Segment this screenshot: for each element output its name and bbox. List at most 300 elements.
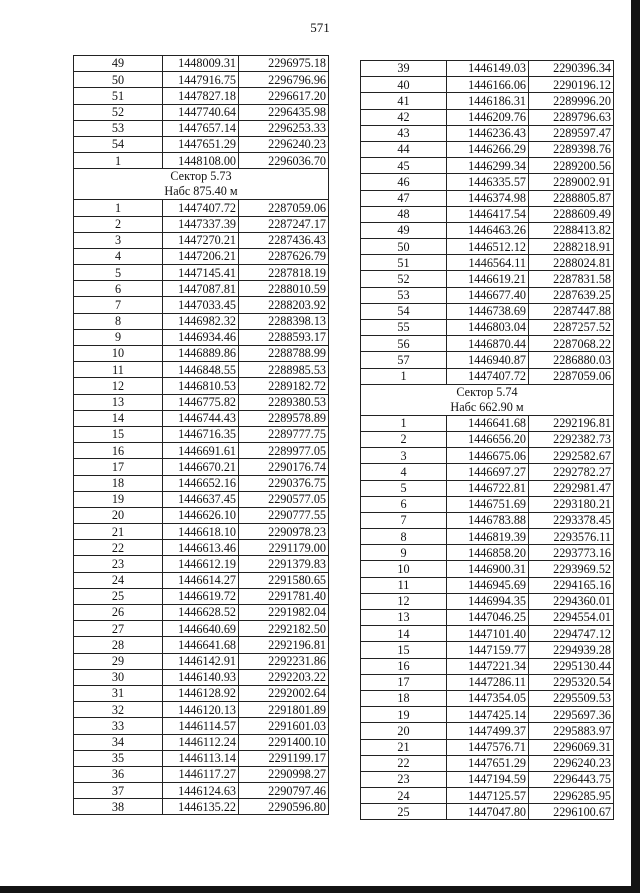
y-coordinate-cell: 2291601.03 xyxy=(239,718,329,734)
table-row xyxy=(74,669,329,685)
table-row xyxy=(361,158,614,174)
point-number-cell: 19 xyxy=(361,707,447,723)
table-row xyxy=(74,104,329,120)
y-coordinate-cell: 2286880.03 xyxy=(529,352,614,368)
table-row xyxy=(74,200,329,216)
point-number-cell: 26 xyxy=(74,605,163,621)
x-coordinate-cell: 1447270.21 xyxy=(163,232,239,248)
y-coordinate-cell: 2287818.19 xyxy=(239,265,329,281)
y-coordinate-cell: 2290196.12 xyxy=(529,77,614,93)
table-row xyxy=(361,496,614,512)
point-number-cell: 7 xyxy=(361,512,447,528)
y-coordinate-cell: 2293969.52 xyxy=(529,561,614,577)
x-coordinate-cell: 1446691.61 xyxy=(163,443,239,459)
y-coordinate-cell: 2290978.23 xyxy=(239,524,329,540)
y-coordinate-cell: 2293180.21 xyxy=(529,496,614,512)
x-coordinate-cell: 1447286.11 xyxy=(447,674,529,690)
y-coordinate-cell: 2290797.46 xyxy=(239,783,329,799)
coordinates-table-left xyxy=(73,55,329,815)
x-coordinate-cell: 1446637.45 xyxy=(163,491,239,507)
y-coordinate-cell: 2289996.20 xyxy=(529,93,614,109)
table-row xyxy=(74,378,329,394)
table-row xyxy=(74,281,329,297)
x-coordinate-cell: 1446512.12 xyxy=(447,239,529,255)
x-coordinate-cell: 1447425.14 xyxy=(447,707,529,723)
y-coordinate-cell: 2288413.82 xyxy=(529,222,614,238)
x-coordinate-cell: 1446335.57 xyxy=(447,174,529,190)
x-coordinate-cell: 1447576.71 xyxy=(447,739,529,755)
point-number-cell: 21 xyxy=(361,739,447,755)
table-row xyxy=(361,222,614,238)
table-row xyxy=(74,572,329,588)
y-coordinate-cell: 2296435.98 xyxy=(239,104,329,120)
y-coordinate-cell: 2296240.23 xyxy=(239,136,329,152)
table-row xyxy=(361,593,614,609)
table-row xyxy=(361,336,614,352)
y-coordinate-cell: 2294939.28 xyxy=(529,642,614,658)
y-coordinate-cell: 2291199.17 xyxy=(239,750,329,766)
table-row xyxy=(361,61,614,77)
point-number-cell: 18 xyxy=(74,475,163,491)
x-coordinate-cell: 1446417.54 xyxy=(447,206,529,222)
table-row xyxy=(361,239,614,255)
x-coordinate-cell: 1447651.29 xyxy=(163,136,239,152)
table-row xyxy=(361,804,614,820)
y-coordinate-cell: 2293378.45 xyxy=(529,512,614,528)
point-number-cell: 44 xyxy=(361,141,447,157)
table-row xyxy=(74,443,329,459)
point-number-cell: 22 xyxy=(74,540,163,556)
point-number-cell: 40 xyxy=(361,77,447,93)
y-coordinate-cell: 2292182.50 xyxy=(239,621,329,637)
y-coordinate-cell: 2291781.40 xyxy=(239,588,329,604)
table-row xyxy=(361,771,614,787)
x-coordinate-cell: 1447407.72 xyxy=(163,200,239,216)
y-coordinate-cell: 2288398.13 xyxy=(239,313,329,329)
y-coordinate-cell: 2287447.88 xyxy=(529,303,614,319)
table-row xyxy=(74,346,329,362)
table-row xyxy=(74,653,329,669)
y-coordinate-cell: 2296285.95 xyxy=(529,788,614,804)
y-coordinate-cell: 2295509.53 xyxy=(529,690,614,706)
y-coordinate-cell: 2288024.81 xyxy=(529,255,614,271)
table-row xyxy=(74,750,329,766)
y-coordinate-cell: 2292196.81 xyxy=(529,415,614,431)
table-row xyxy=(361,320,614,336)
x-coordinate-cell: 1446934.46 xyxy=(163,329,239,345)
coordinates-table-right xyxy=(360,60,614,820)
table-row xyxy=(74,734,329,750)
y-coordinate-cell: 2295320.54 xyxy=(529,674,614,690)
y-coordinate-cell: 2289002.91 xyxy=(529,174,614,190)
y-coordinate-cell: 2292203.22 xyxy=(239,669,329,685)
table-row xyxy=(361,529,614,545)
table-row xyxy=(74,248,329,264)
point-number-cell: 22 xyxy=(361,755,447,771)
y-coordinate-cell: 2293773.16 xyxy=(529,545,614,561)
point-number-cell: 14 xyxy=(361,626,447,642)
table-row xyxy=(74,313,329,329)
point-number-cell: 23 xyxy=(361,771,447,787)
x-coordinate-cell: 1447194.59 xyxy=(447,771,529,787)
point-number-cell: 42 xyxy=(361,109,447,125)
x-coordinate-cell: 1446640.69 xyxy=(163,621,239,637)
y-coordinate-cell: 2290596.80 xyxy=(239,799,329,815)
y-coordinate-cell: 2287247.17 xyxy=(239,216,329,232)
y-coordinate-cell: 2292382.73 xyxy=(529,431,614,447)
page-number: 571 xyxy=(310,20,330,35)
y-coordinate-cell: 2296240.23 xyxy=(529,755,614,771)
y-coordinate-cell: 2292231.86 xyxy=(239,653,329,669)
x-coordinate-cell: 1447047.80 xyxy=(447,804,529,820)
table-row xyxy=(74,621,329,637)
x-coordinate-cell: 1446697.27 xyxy=(447,464,529,480)
y-coordinate-cell: 2290176.74 xyxy=(239,459,329,475)
y-coordinate-cell: 2289398.76 xyxy=(529,141,614,157)
point-number-cell: 50 xyxy=(74,72,163,88)
point-number-cell: 10 xyxy=(361,561,447,577)
x-coordinate-cell: 1446142.91 xyxy=(163,653,239,669)
table-row xyxy=(361,93,614,109)
x-coordinate-cell: 1446982.32 xyxy=(163,313,239,329)
y-coordinate-cell: 2290376.75 xyxy=(239,475,329,491)
x-coordinate-cell: 1447916.75 xyxy=(163,72,239,88)
table-row xyxy=(74,702,329,718)
y-coordinate-cell: 2288203.92 xyxy=(239,297,329,313)
y-coordinate-cell: 2289777.75 xyxy=(239,426,329,442)
x-coordinate-cell: 1447046.25 xyxy=(447,610,529,626)
x-coordinate-cell: 1446870.44 xyxy=(447,336,529,352)
table-row xyxy=(361,512,614,528)
table-row xyxy=(74,329,329,345)
x-coordinate-cell: 1446564.11 xyxy=(447,255,529,271)
x-coordinate-cell: 1446135.22 xyxy=(163,799,239,815)
table-row xyxy=(361,707,614,723)
y-coordinate-cell: 2291982.04 xyxy=(239,605,329,621)
point-number-cell: 57 xyxy=(361,352,447,368)
y-coordinate-cell: 2289200.56 xyxy=(529,158,614,174)
y-coordinate-cell: 2289977.05 xyxy=(239,443,329,459)
sector-title: Сектор 5.74 xyxy=(456,384,518,399)
x-coordinate-cell: 1448009.31 xyxy=(163,56,239,72)
x-coordinate-cell: 1446652.16 xyxy=(163,475,239,491)
x-coordinate-cell: 1446945.69 xyxy=(447,577,529,593)
y-coordinate-cell: 2287436.43 xyxy=(239,232,329,248)
point-number-cell: 33 xyxy=(74,718,163,734)
table-row xyxy=(361,303,614,319)
table-row xyxy=(361,271,614,287)
y-coordinate-cell: 2289597.47 xyxy=(529,125,614,141)
table-row xyxy=(74,120,329,136)
y-coordinate-cell: 2296036.70 xyxy=(239,153,329,169)
table-row xyxy=(361,577,614,593)
table-row xyxy=(361,206,614,222)
x-coordinate-cell: 1446463.26 xyxy=(447,222,529,238)
table-row xyxy=(361,545,614,561)
x-coordinate-cell: 1447499.37 xyxy=(447,723,529,739)
point-number-cell: 54 xyxy=(361,303,447,319)
x-coordinate-cell: 1446722.81 xyxy=(447,480,529,496)
point-number-cell: 5 xyxy=(361,480,447,496)
point-number-cell: 15 xyxy=(361,642,447,658)
point-number-cell: 1 xyxy=(74,153,163,169)
point-number-cell: 16 xyxy=(361,658,447,674)
point-number-cell: 16 xyxy=(74,443,163,459)
point-number-cell: 17 xyxy=(74,459,163,475)
x-coordinate-cell: 1446858.20 xyxy=(447,545,529,561)
x-coordinate-cell: 1447337.39 xyxy=(163,216,239,232)
x-coordinate-cell: 1447657.14 xyxy=(163,120,239,136)
x-coordinate-cell: 1446140.93 xyxy=(163,669,239,685)
table-row xyxy=(74,153,329,169)
x-coordinate-cell: 1447740.64 xyxy=(163,104,239,120)
y-coordinate-cell: 2292196.81 xyxy=(239,637,329,653)
point-number-cell: 13 xyxy=(74,394,163,410)
y-coordinate-cell: 2291801.89 xyxy=(239,702,329,718)
point-number-cell: 20 xyxy=(361,723,447,739)
y-coordinate-cell: 2288010.59 xyxy=(239,281,329,297)
table-row xyxy=(74,605,329,621)
point-number-cell: 4 xyxy=(361,464,447,480)
point-number-cell: 6 xyxy=(74,281,163,297)
point-number-cell: 48 xyxy=(361,206,447,222)
y-coordinate-cell: 2287059.06 xyxy=(239,200,329,216)
y-coordinate-cell: 2296443.75 xyxy=(529,771,614,787)
x-coordinate-cell: 1446628.52 xyxy=(163,605,239,621)
x-coordinate-cell: 1446744.43 xyxy=(163,410,239,426)
x-coordinate-cell: 1446783.88 xyxy=(447,512,529,528)
x-coordinate-cell: 1446626.10 xyxy=(163,507,239,523)
x-coordinate-cell: 1447145.41 xyxy=(163,265,239,281)
y-coordinate-cell: 2288805.87 xyxy=(529,190,614,206)
y-coordinate-cell: 2295883.97 xyxy=(529,723,614,739)
x-coordinate-cell: 1446994.35 xyxy=(447,593,529,609)
scan-border-right xyxy=(631,0,640,893)
y-coordinate-cell: 2292782.27 xyxy=(529,464,614,480)
table-row xyxy=(361,287,614,303)
y-coordinate-cell: 2295697.36 xyxy=(529,707,614,723)
point-number-cell: 14 xyxy=(74,410,163,426)
point-number-cell: 3 xyxy=(74,232,163,248)
point-number-cell: 34 xyxy=(74,734,163,750)
point-number-cell: 11 xyxy=(74,362,163,378)
x-coordinate-cell: 1446618.10 xyxy=(163,524,239,540)
point-number-cell: 2 xyxy=(361,431,447,447)
y-coordinate-cell: 2296617.20 xyxy=(239,88,329,104)
table-row xyxy=(361,658,614,674)
x-coordinate-cell: 1446889.86 xyxy=(163,346,239,362)
table-row xyxy=(74,297,329,313)
x-coordinate-cell: 1448108.00 xyxy=(163,153,239,169)
table-row xyxy=(361,352,614,368)
table-row xyxy=(74,685,329,701)
point-number-cell: 49 xyxy=(361,222,447,238)
y-coordinate-cell: 2292582.67 xyxy=(529,448,614,464)
x-coordinate-cell: 1446112.24 xyxy=(163,734,239,750)
point-number-cell: 43 xyxy=(361,125,447,141)
x-coordinate-cell: 1446940.87 xyxy=(447,352,529,368)
sector-area: Набс 662.90 м xyxy=(450,399,524,414)
point-number-cell: 4 xyxy=(74,248,163,264)
x-coordinate-cell: 1446128.92 xyxy=(163,685,239,701)
point-number-cell: 46 xyxy=(361,174,447,190)
x-coordinate-cell: 1446614.27 xyxy=(163,572,239,588)
table-row xyxy=(361,739,614,755)
point-number-cell: 18 xyxy=(361,690,447,706)
table-row xyxy=(74,72,329,88)
coordinates-table-right-body xyxy=(361,61,614,820)
point-number-cell: 49 xyxy=(74,56,163,72)
point-number-cell: 2 xyxy=(74,216,163,232)
x-coordinate-cell: 1446124.63 xyxy=(163,783,239,799)
point-number-cell: 1 xyxy=(361,368,447,384)
table-row xyxy=(361,561,614,577)
x-coordinate-cell: 1446738.69 xyxy=(447,303,529,319)
y-coordinate-cell: 2291580.65 xyxy=(239,572,329,588)
x-coordinate-cell: 1446186.31 xyxy=(447,93,529,109)
x-coordinate-cell: 1446803.04 xyxy=(447,320,529,336)
table-row xyxy=(74,799,329,815)
y-coordinate-cell: 2287059.06 xyxy=(529,368,614,384)
point-number-cell: 24 xyxy=(361,788,447,804)
point-number-cell: 20 xyxy=(74,507,163,523)
y-coordinate-cell: 2296975.18 xyxy=(239,56,329,72)
table-row xyxy=(361,788,614,804)
coordinates-table-left-body xyxy=(74,56,329,815)
x-coordinate-cell: 1446619.72 xyxy=(163,588,239,604)
y-coordinate-cell: 2288218.91 xyxy=(529,239,614,255)
table-row xyxy=(74,88,329,104)
point-number-cell: 39 xyxy=(361,61,447,77)
table-row xyxy=(74,232,329,248)
y-coordinate-cell: 2289578.89 xyxy=(239,410,329,426)
point-number-cell: 35 xyxy=(74,750,163,766)
table-row xyxy=(361,368,614,384)
table-row xyxy=(74,459,329,475)
table-row xyxy=(74,524,329,540)
table-row xyxy=(361,415,614,431)
y-coordinate-cell: 2294165.16 xyxy=(529,577,614,593)
table-row xyxy=(361,674,614,690)
y-coordinate-cell: 2296069.31 xyxy=(529,739,614,755)
x-coordinate-cell: 1447159.77 xyxy=(447,642,529,658)
point-number-cell: 32 xyxy=(74,702,163,718)
y-coordinate-cell: 2290396.34 xyxy=(529,61,614,77)
y-coordinate-cell: 2288609.49 xyxy=(529,206,614,222)
point-number-cell: 24 xyxy=(74,572,163,588)
table-row xyxy=(361,190,614,206)
table-row xyxy=(74,475,329,491)
table-row xyxy=(361,125,614,141)
point-number-cell: 6 xyxy=(361,496,447,512)
point-number-cell: 13 xyxy=(361,610,447,626)
point-number-cell: 23 xyxy=(74,556,163,572)
y-coordinate-cell: 2287639.25 xyxy=(529,287,614,303)
x-coordinate-cell: 1446810.53 xyxy=(163,378,239,394)
x-coordinate-cell: 1446641.68 xyxy=(447,415,529,431)
point-number-cell: 38 xyxy=(74,799,163,815)
point-number-cell: 7 xyxy=(74,297,163,313)
y-coordinate-cell: 2287626.79 xyxy=(239,248,329,264)
point-number-cell: 52 xyxy=(74,104,163,120)
table-row xyxy=(361,77,614,93)
y-coordinate-cell: 2288985.53 xyxy=(239,362,329,378)
x-coordinate-cell: 1446716.35 xyxy=(163,426,239,442)
point-number-cell: 50 xyxy=(361,239,447,255)
point-number-cell: 29 xyxy=(74,653,163,669)
table-row xyxy=(361,690,614,706)
x-coordinate-cell: 1447125.57 xyxy=(447,788,529,804)
y-coordinate-cell: 2291400.10 xyxy=(239,734,329,750)
table-row xyxy=(74,56,329,72)
x-coordinate-cell: 1447827.18 xyxy=(163,88,239,104)
point-number-cell: 31 xyxy=(74,685,163,701)
y-coordinate-cell: 2290998.27 xyxy=(239,766,329,782)
x-coordinate-cell: 1446114.57 xyxy=(163,718,239,734)
y-coordinate-cell: 2296796.96 xyxy=(239,72,329,88)
table-row xyxy=(74,783,329,799)
x-coordinate-cell: 1446299.34 xyxy=(447,158,529,174)
table-row xyxy=(74,216,329,232)
x-coordinate-cell: 1447101.40 xyxy=(447,626,529,642)
x-coordinate-cell: 1446675.06 xyxy=(447,448,529,464)
y-coordinate-cell: 2294360.01 xyxy=(529,593,614,609)
x-coordinate-cell: 1446775.82 xyxy=(163,394,239,410)
point-number-cell: 10 xyxy=(74,346,163,362)
table-row xyxy=(361,480,614,496)
point-number-cell: 25 xyxy=(361,804,447,820)
x-coordinate-cell: 1446619.21 xyxy=(447,271,529,287)
table-row xyxy=(74,637,329,653)
point-number-cell: 56 xyxy=(361,336,447,352)
y-coordinate-cell: 2287257.52 xyxy=(529,320,614,336)
x-coordinate-cell: 1446113.14 xyxy=(163,750,239,766)
x-coordinate-cell: 1446819.39 xyxy=(447,529,529,545)
sector-header-row xyxy=(361,384,614,415)
x-coordinate-cell: 1446641.68 xyxy=(163,637,239,653)
y-coordinate-cell: 2289182.72 xyxy=(239,378,329,394)
y-coordinate-cell: 2296253.33 xyxy=(239,120,329,136)
table-row xyxy=(361,626,614,642)
y-coordinate-cell: 2295130.44 xyxy=(529,658,614,674)
y-coordinate-cell: 2292002.64 xyxy=(239,685,329,701)
table-row xyxy=(74,766,329,782)
table-row xyxy=(361,610,614,626)
table-row xyxy=(74,556,329,572)
table-row xyxy=(74,718,329,734)
table-row xyxy=(361,431,614,447)
sector-area: Набс 875.40 м xyxy=(164,184,238,199)
table-row xyxy=(361,723,614,739)
table-row xyxy=(74,136,329,152)
x-coordinate-cell: 1446612.19 xyxy=(163,556,239,572)
sector-header xyxy=(361,384,614,415)
point-number-cell: 21 xyxy=(74,524,163,540)
y-coordinate-cell: 2296100.67 xyxy=(529,804,614,820)
table-row xyxy=(74,265,329,281)
table-row xyxy=(361,255,614,271)
table-row xyxy=(361,109,614,125)
table-row xyxy=(361,642,614,658)
y-coordinate-cell: 2294747.12 xyxy=(529,626,614,642)
x-coordinate-cell: 1446266.29 xyxy=(447,141,529,157)
x-coordinate-cell: 1446149.03 xyxy=(447,61,529,77)
sector-header-row xyxy=(74,169,329,200)
x-coordinate-cell: 1447221.34 xyxy=(447,658,529,674)
y-coordinate-cell: 2291179.00 xyxy=(239,540,329,556)
point-number-cell: 47 xyxy=(361,190,447,206)
table-row xyxy=(74,507,329,523)
